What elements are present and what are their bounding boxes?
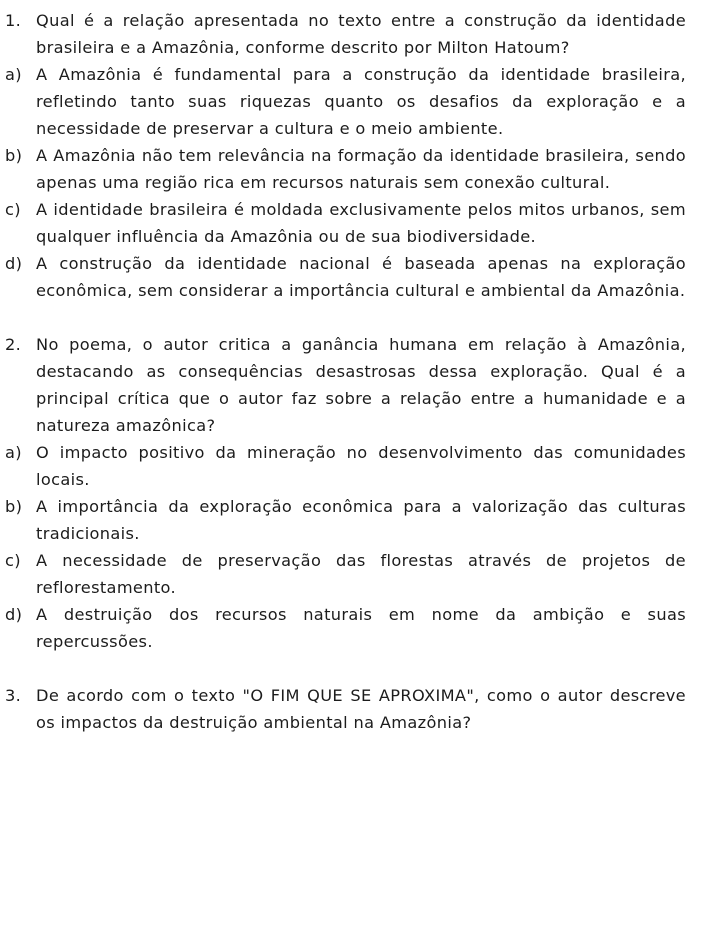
- option-text: A Amazônia é fundamental para a construção da identidade brasileira, refletindo tanto suas riquezas quanto os desafios da exploração e a necessidade de preservar a cultura e o meio ambiente.: [36, 65, 686, 138]
- question-2-option-c: [0, 547, 686, 601]
- question-1-stem: [0, 7, 686, 61]
- option-text: A Amazônia não tem relevância na formação da identidade brasileira, sendo apenas uma região rica em recursos naturais sem conexão cultural.: [36, 146, 686, 192]
- option-letter: a): [5, 443, 22, 462]
- question-3-stem: [0, 682, 686, 736]
- question-number: 2.: [5, 335, 22, 354]
- option-letter: a): [5, 65, 22, 84]
- spacer: [0, 655, 686, 682]
- option-letter: c): [5, 551, 21, 570]
- option-text: A construção da identidade nacional é baseada apenas na exploração econômica, sem considerar a importância cultural e ambiental da Amazônia.: [36, 254, 686, 300]
- option-text: A importância da exploração econômica para a valorização das culturas tradicionais.: [36, 497, 686, 543]
- option-letter: c): [5, 200, 21, 219]
- question-1: [0, 7, 686, 304]
- option-text: A destruição dos recursos naturais em nome da ambição e suas repercussões.: [36, 605, 686, 651]
- option-text: A necessidade de preservação das florestas através de projetos de reflorestamento.: [36, 551, 686, 597]
- option-text: A identidade brasileira é moldada exclusivamente pelos mitos urbanos, sem qualquer influência da Amazônia ou de sua biodiversidade.: [36, 200, 686, 246]
- question-2-option-b: [0, 493, 686, 547]
- question-number: 1.: [5, 11, 22, 30]
- question-text: Qual é a relação apresentada no texto entre a construção da identidade brasileira e a Amazônia, conforme descrito por Milton Hatoum?: [36, 11, 686, 57]
- question-1-option-b: [0, 142, 686, 196]
- option-text: O impacto positivo da mineração no desenvolvimento das comunidades locais.: [36, 443, 686, 489]
- question-1-option-d: [0, 250, 686, 304]
- question-2-option-d: [0, 601, 686, 655]
- option-letter: b): [5, 146, 23, 165]
- question-text: De acordo com o texto "O FIM QUE SE APROXIMA", como o autor descreve os impactos da destruição ambiental na Amazônia?: [36, 686, 686, 732]
- question-1-option-a: [0, 61, 686, 142]
- option-letter: b): [5, 497, 23, 516]
- spacer: [0, 304, 686, 331]
- question-text: No poema, o autor critica a ganância humana em relação à Amazônia, destacando as consequências desastrosas dessa exploração. Qual é a principal crítica que o autor faz sobre a relação entre a humanidade e a natureza amazônica?: [36, 335, 686, 435]
- question-2: [0, 331, 686, 655]
- option-letter: d): [5, 605, 23, 624]
- question-number: 3.: [5, 686, 22, 705]
- option-letter: d): [5, 254, 23, 273]
- question-1-option-c: [0, 196, 686, 250]
- question-3: [0, 682, 686, 736]
- question-2-option-a: [0, 439, 686, 493]
- question-2-stem: [0, 331, 686, 439]
